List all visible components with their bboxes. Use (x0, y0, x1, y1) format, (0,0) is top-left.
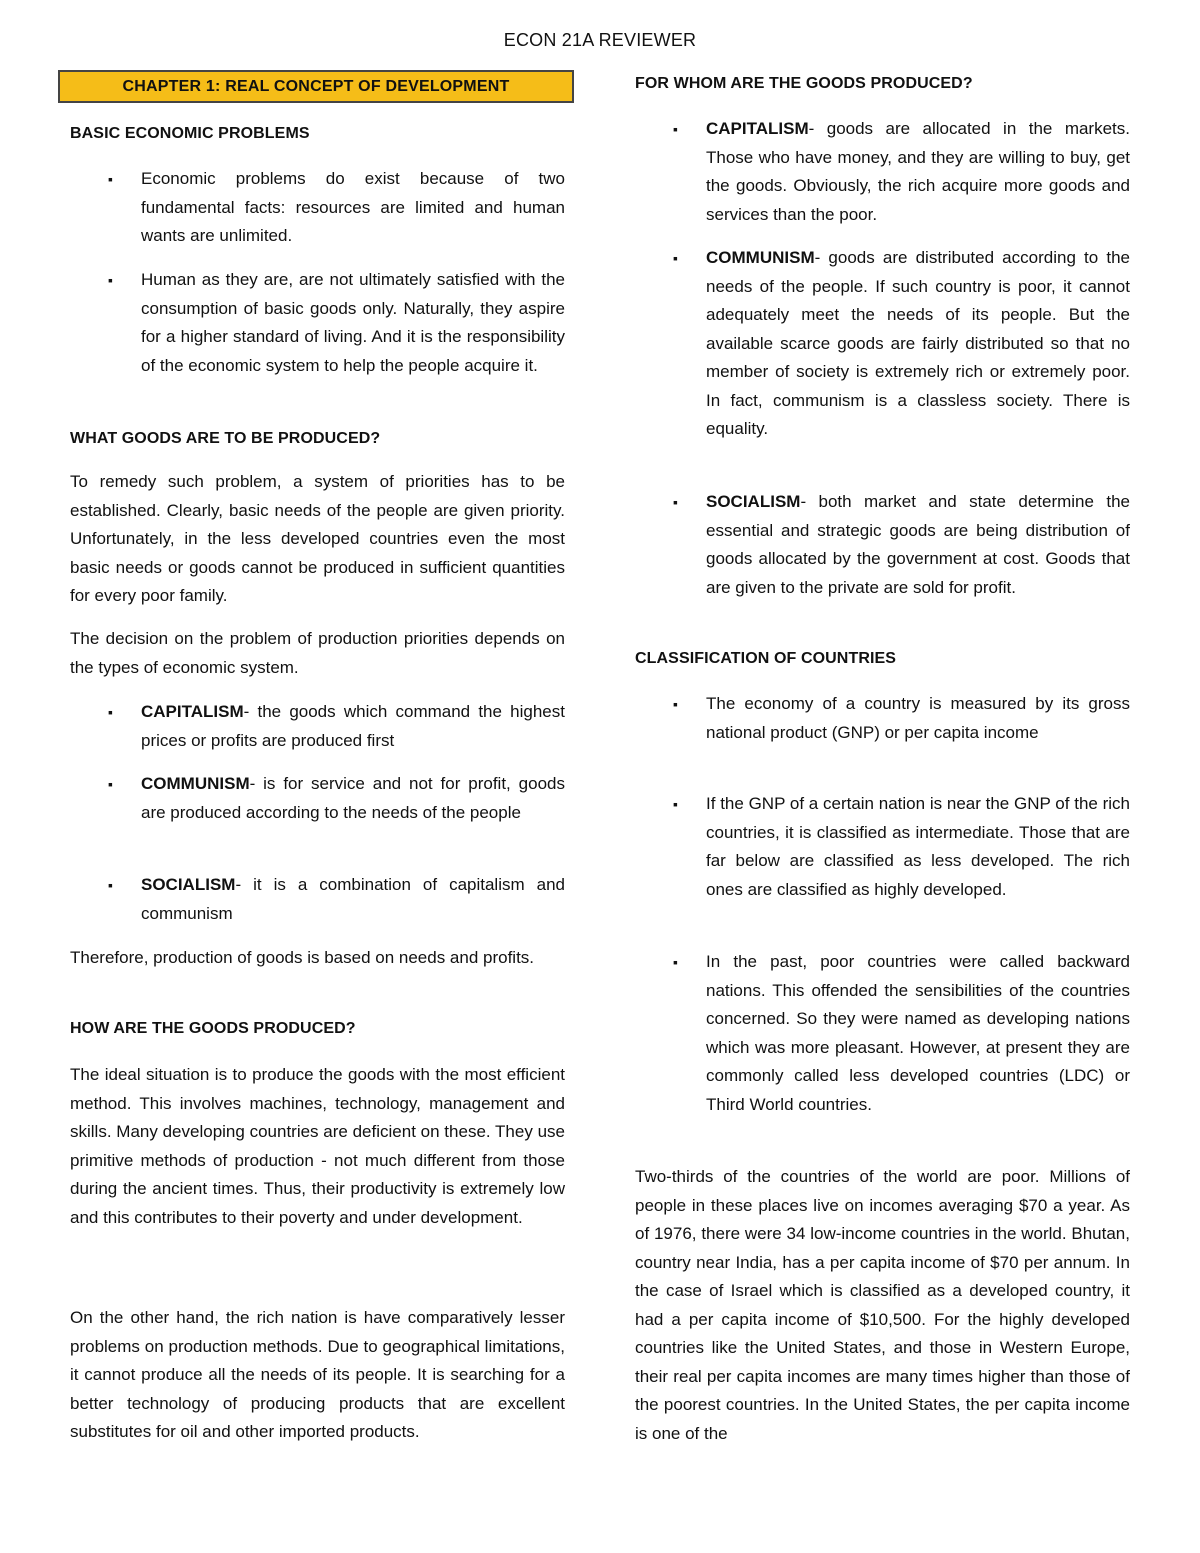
bullet-icon: ▪ (673, 696, 678, 712)
bullet-icon: ▪ (673, 796, 678, 812)
bullet-text: - goods are allocated in the markets. Those who have money, and they are willing to buy, get the goods. Obviously, the rich acquire more goods and services than the poor. (706, 119, 1130, 224)
paragraph: The ideal situation is to produce the goods with the most efficient method. This involves machines, technology, management and skills. Many developing countries are deficient on these. They use primitive methods of production - not much different from those during the ancient times. Thus, their productivity is extremely low and this contributes to their poverty and under development. (70, 1065, 565, 1227)
paragraph: Two-thirds of the countries of the world are poor. Millions of people in these places live on incomes averaging $70 a year. As of 1976, there were 34 low-income countries in the world. Bhutan, country near India, has a per capita income of $70 per annum. In the case of Israel which is classified as a developed country, it had a per capita income of $10,500. For the highly developed countries like the United States, and those in Western Europe, their real per capita incomes are many times higher than those of the poorest countries. In the United States, the per capita income is one of the (635, 1167, 1130, 1443)
bullet-term: CAPITALISM (141, 702, 244, 721)
classification-heading: CLASSIFICATION OF COUNTRIES (635, 650, 897, 667)
bullet-text: If the GNP of a certain nation is near the GNP of the rich countries, it is classified as intermediate. Those that are far below are classified as less developed. The rich ones are classified as highly developed. (706, 794, 1130, 899)
bullet-term: COMMUNISM (706, 248, 815, 267)
bullet-term: SOCIALISM (141, 875, 236, 894)
bullet-icon: ▪ (108, 877, 113, 893)
bullet-icon: ▪ (673, 250, 678, 266)
bullet-text: Economic problems do exist because of two fundamental facts: resources are limited and human wants are unlimited. (141, 169, 565, 245)
list-item (108, 698, 565, 755)
bullet-term: SOCIALISM (706, 492, 801, 511)
list-item (673, 488, 1130, 602)
bullet-icon: ▪ (108, 704, 113, 720)
bullet-icon: ▪ (673, 121, 678, 137)
bullet-text: - it is a combination of capitalism and communism (141, 875, 565, 923)
bullet-icon: ▪ (108, 272, 113, 288)
list-item (673, 690, 1130, 747)
bullet-icon: ▪ (108, 171, 113, 187)
bullet-text: - the goods which command the highest prices or profits are produced first (141, 702, 565, 750)
bullet-icon: ▪ (673, 494, 678, 510)
bullet-text: In the past, poor countries were called backward nations. This offended the sensibilities of the countries concerned. So they were named as developing nations which was more pleasant. However, at present they are commonly called less developed countries (LDC) or Third World countries. (706, 952, 1130, 1114)
list-item (108, 871, 565, 928)
chapter-title-box (58, 70, 574, 103)
list-item (673, 948, 1130, 1119)
list-item (673, 244, 1130, 444)
list-item (673, 115, 1130, 229)
list-item (108, 770, 565, 827)
bullet-text: - both market and state determine the essential and strategic goods are being distribution of goods allocated by the government at cost. Goods that are given to the private are sold for profit. (706, 492, 1130, 597)
paragraph: Therefore, production of goods is based on needs and profits. (70, 948, 535, 967)
paragraph: The decision on the problem of production priorities depends on the types of economic system. (70, 629, 565, 677)
chapter-title: CHAPTER 1: REAL CONCEPT OF DEVELOPMENT (122, 77, 510, 95)
page-header: ECON 21A REVIEWER (503, 30, 697, 50)
paragraph: To remedy such problem, a system of priorities has to be established. Clearly, basic needs of the people are given priority. Unfortunately, in the less developed countries even the most basic needs or goods cannot be produced in sufficient quantities for every poor family. (70, 472, 565, 605)
how-goods-heading: HOW ARE THE GOODS PRODUCED? (70, 1020, 356, 1037)
bullet-term: COMMUNISM (141, 774, 250, 793)
basic-economic-problems-heading: BASIC ECONOMIC PROBLEMS (70, 125, 310, 142)
bullet-text: - goods are distributed according to the needs of the people. If such country is poor, it cannot adequately meet the needs of its people. But the available scarce goods are fairly distributed so that no member of society is extremely rich or extremely poor. In fact, communism is a classless society. There is equality. (706, 248, 1130, 438)
for-whom-heading: FOR WHOM ARE THE GOODS PRODUCED? (635, 75, 973, 92)
list-item (108, 266, 565, 380)
what-goods-heading: WHAT GOODS ARE TO BE PRODUCED? (70, 430, 381, 447)
bullet-term: CAPITALISM (706, 119, 809, 138)
bullet-text: - is for service and not for profit, goods are produced according to the needs of the people (141, 774, 565, 822)
bullet-text: The economy of a country is measured by its gross national product (GNP) or per capita income (706, 694, 1130, 742)
paragraph: On the other hand, the rich nation is have comparatively lesser problems on production methods. Due to geographical limitations, it cannot produce all the needs of its people. It is searching for a better technology of producing products that are excellent substitutes for oil and other imported products. (70, 1308, 565, 1441)
bullet-icon: ▪ (108, 776, 113, 792)
list-item (673, 790, 1130, 904)
bullet-icon: ▪ (673, 954, 678, 970)
list-item (108, 165, 565, 251)
bullet-text: Human as they are, are not ultimately satisfied with the consumption of basic goods only. Naturally, they aspire for a higher standard of living. And it is the responsibility of the economic system to help the people acquire it. (141, 270, 565, 375)
